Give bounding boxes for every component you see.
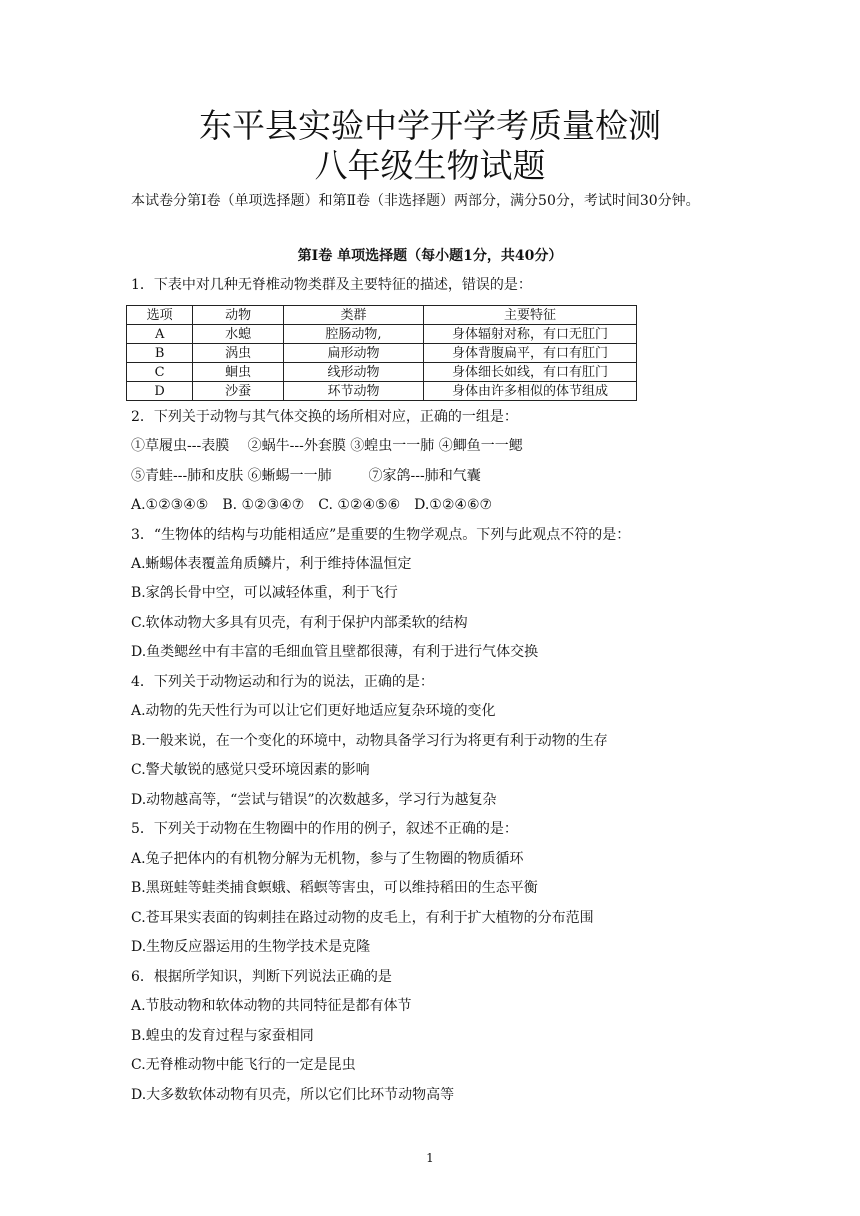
table-cell: A	[127, 325, 193, 344]
question-5-stem: 5．下列关于动物在生物圈中的作用的例子，叙述不正确的是：	[131, 821, 518, 837]
table-cell: 环节动物	[284, 382, 424, 401]
question-4-option-c: C.警犬敏锐的感觉只受环境因素的影响	[131, 762, 370, 778]
table-row	[127, 382, 637, 401]
question-3-option-b: B.家鸽长骨中空，可以减轻体重，利于飞行	[131, 585, 398, 601]
question-2-options: A.①②③④⑤ B. ①②③④⑦ C. ①②④⑤⑥ D.①②④⑥⑦	[131, 497, 493, 513]
table-cell: B	[127, 344, 193, 363]
question-2-items-line-1: ①草履虫---表膜 ②蜗牛---外套膜 ③蝗虫一一肺 ④鲫鱼一一鳃	[131, 438, 523, 454]
question-2-items-line-2: ⑤青蛙---肺和皮肤 ⑥蜥蜴一一肺 ⑦家鸽---肺和气囊	[131, 468, 481, 484]
table-header-cell: 主要特征	[423, 306, 636, 325]
table-cell: 沙蚕	[193, 382, 284, 401]
question-4-option-b: B.一般来说，在一个变化的环境中，动物具备学习行为将更有利于动物的生存	[131, 733, 608, 749]
table-row	[127, 344, 637, 363]
table-cell: C	[127, 363, 193, 382]
question-2-stem: 2．下列关于动物与其气体交换的场所相对应，正确的一组是：	[131, 409, 518, 425]
question-6-option-d: D.大多数软体动物有贝壳，所以它们比环节动物高等	[131, 1087, 455, 1103]
table-cell: 蛔虫	[193, 363, 284, 382]
exam-title: 东平县实验中学开学考质量检测	[199, 106, 661, 145]
table-cell: 身体辐射对称，有口无肛门	[423, 325, 636, 344]
table-cell: 身体细长如线，有口有肛门	[423, 363, 636, 382]
question-5-option-b: B.黑斑蛙等蛙类捕食螟蛾、稻螟等害虫，可以维持稻田的生态平衡	[131, 880, 538, 896]
question-3-option-d: D.鱼类鳃丝中有丰富的毛细血管且壁都很薄，有利于进行气体交换	[131, 644, 539, 660]
table-row	[127, 363, 637, 382]
question-6-option-b: B.蝗虫的发育过程与家蚕相同	[131, 1028, 314, 1044]
question-3-stem: 3．“生物体的结构与功能相适应”是重要的生物学观点。下列与此观点不符的是：	[131, 527, 631, 543]
question-5-option-c: C.苍耳果实表面的钩刺挂在路过动物的皮毛上，有利于扩大植物的分布范围	[131, 910, 594, 926]
table-cell: 线形动物	[284, 363, 424, 382]
table-cell: 身体背腹扁平，有口有肛门	[423, 344, 636, 363]
question-3-option-a: A.蜥蜴体表覆盖角质鳞片，利于维持体温恒定	[131, 556, 412, 572]
question-1-stem: 1．下表中对几种无脊椎动物类群及主要特征的描述，错误的是：	[131, 277, 532, 293]
table-cell: 扁形动物	[284, 344, 424, 363]
question-4-option-d: D.动物越高等，“尝试与错误”的次数越多，学习行为越复杂	[131, 792, 497, 808]
page-number: 1	[426, 1151, 434, 1165]
table-cell: 水螅	[193, 325, 284, 344]
question-5-option-a: A.兔子把体内的有机物分解为无机物，参与了生物圈的物质循环	[131, 851, 524, 867]
exam-intro: 本试卷分第Ⅰ卷（单项选择题）和第Ⅱ卷（非选择题）两部分，满分50分，考试时间30分钟。	[131, 193, 700, 209]
question-6-option-c: C.无脊椎动物中能飞行的一定是昆虫	[131, 1057, 356, 1073]
table-row	[127, 325, 637, 344]
table-header-cell: 类群	[284, 306, 424, 325]
question-5-option-d: D.生物反应器运用的生物学技术是克隆	[131, 939, 371, 955]
table-cell: 腔肠动物,	[284, 325, 424, 344]
question-1-table	[126, 305, 637, 401]
question-6-stem: 6．根据所学知识，判断下列说法正确的是	[131, 969, 392, 985]
question-6-option-a: A.节肢动物和软体动物的共同特征是都有体节	[131, 998, 412, 1014]
table-header-cell: 动物	[193, 306, 284, 325]
section-heading: 第Ⅰ卷 单项选择题（每小题1分，共40分）	[297, 248, 563, 264]
table-cell: D	[127, 382, 193, 401]
table-header-row	[127, 306, 637, 325]
table-cell: 身体由许多相似的体节组成	[423, 382, 636, 401]
exam-subtitle: 八年级生物试题	[314, 146, 546, 185]
question-4-option-a: A.动物的先天性行为可以让它们更好地适应复杂环境的变化	[131, 703, 496, 719]
question-4-stem: 4．下列关于动物运动和行为的说法，正确的是：	[131, 674, 434, 690]
table-header-cell: 选项	[127, 306, 193, 325]
table-cell: 涡虫	[193, 344, 284, 363]
question-3-option-c: C.软体动物大多具有贝壳，有利于保护内部柔软的结构	[131, 615, 468, 631]
